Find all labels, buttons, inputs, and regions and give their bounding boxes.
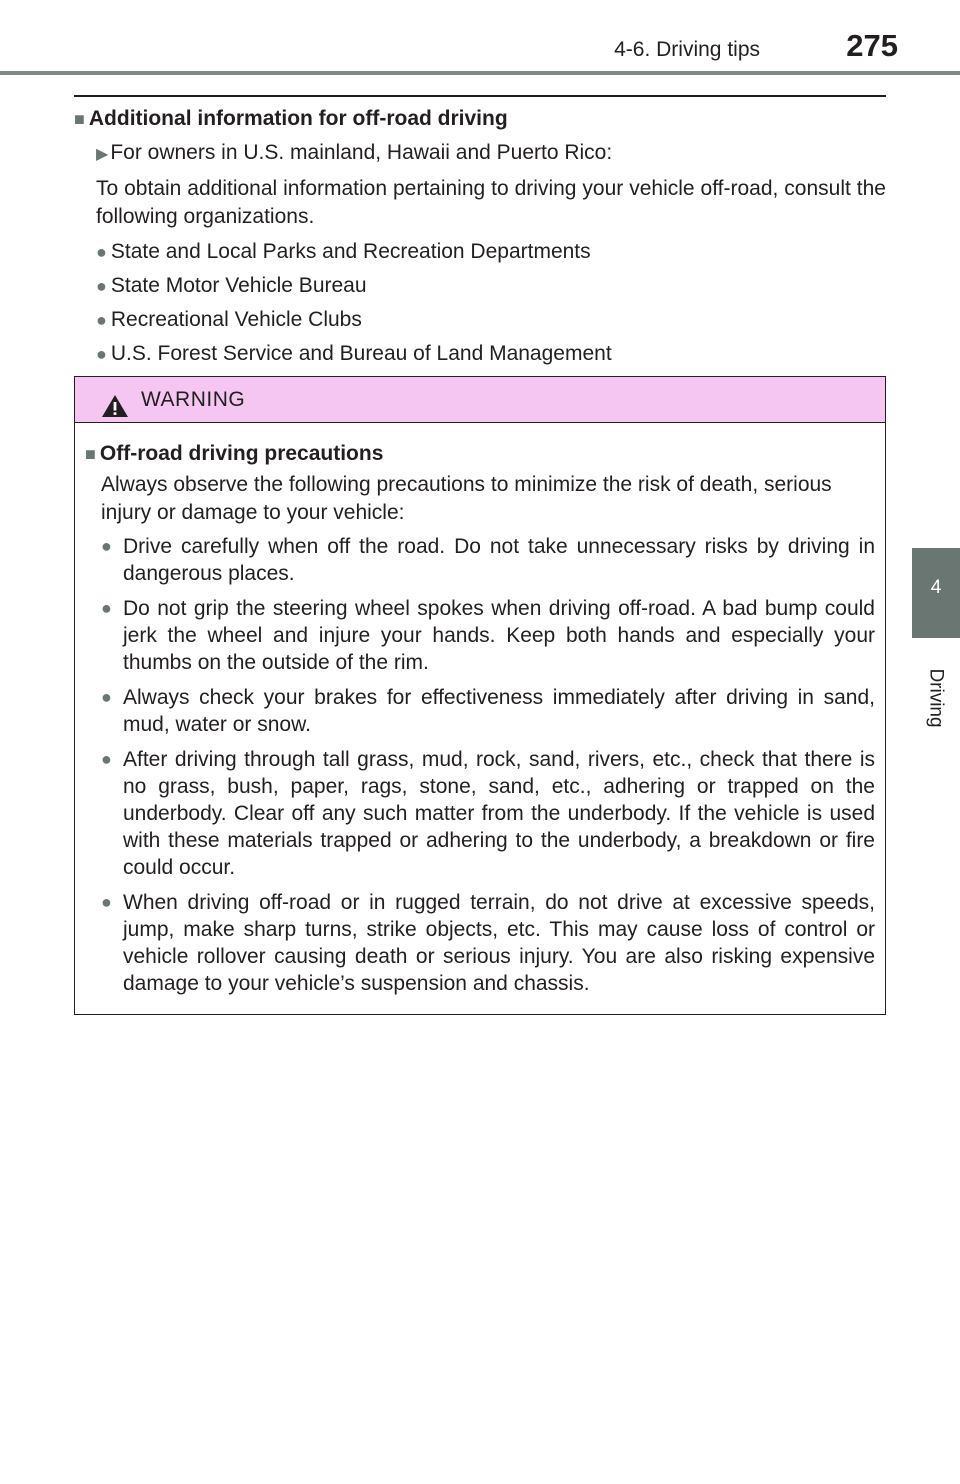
circle-bullet-icon: ● — [96, 310, 107, 330]
section-breadcrumb: 4-6. Driving tips — [614, 38, 760, 61]
section-subtitle — [74, 138, 886, 170]
list-item-text: Drive carefully when off the road. Do not take unnecessary risks by driving in dangerous places. — [123, 535, 875, 585]
chapter-label: Driving — [926, 668, 947, 728]
list-item-text: After driving through tall grass, mud, rock, sand, rivers, etc., check that there is no grass, bush, paper, rags, stone, sand, etc., adhering or trapped on the underbody. Clear off any such matter from the underbody. If the vehicle is used with these materials trapped or adhering to the underbody, a breakdown or fire could occur. — [123, 748, 875, 879]
section-title: Additional information for off-road driving — [88, 107, 508, 130]
square-bullet-icon: ■ — [74, 109, 85, 129]
page-number: 275 — [846, 28, 898, 63]
list-item — [85, 595, 875, 676]
circle-bullet-icon: ● — [101, 892, 112, 912]
page-header — [0, 0, 960, 80]
organization-list — [74, 235, 886, 371]
list-item — [74, 303, 886, 337]
section-heading — [74, 104, 886, 134]
list-item-text: U.S. Forest Service and Bureau of Land Management — [110, 342, 612, 365]
list-item-text: Recreational Vehicle Clubs — [110, 308, 362, 331]
list-item — [85, 746, 875, 881]
main-content — [74, 104, 886, 371]
warning-title: Off-road driving precautions — [99, 442, 384, 465]
header-rule — [0, 71, 960, 75]
chapter-number: 4 — [930, 577, 942, 598]
warning-triangle-icon — [101, 389, 129, 434]
list-item-text: Do not grip the steering wheel spokes when driving off-road. A bad bump could jerk the wheel and injure your hands. Keep both hands and especially your thumbs on the outside of the rim. — [123, 597, 875, 674]
triangle-right-icon: ▶ — [96, 146, 109, 163]
warning-label: WARNING — [141, 388, 246, 411]
list-item-text: Always check your brakes for effectiveness immediately after driving in sand, mud, water or snow. — [123, 686, 875, 736]
circle-bullet-icon: ● — [101, 687, 112, 707]
circle-bullet-icon: ● — [96, 242, 107, 262]
list-item — [74, 235, 886, 269]
circle-bullet-icon: ● — [101, 749, 112, 769]
square-bullet-icon: ■ — [85, 444, 96, 464]
warning-body — [75, 423, 885, 997]
list-item — [85, 889, 875, 997]
chapter-tab[interactable] — [912, 548, 960, 638]
section-subtitle-text: For owners in U.S. mainland, Hawaii and Puerto Rico: — [110, 141, 613, 164]
list-item-text: State and Local Parks and Recreation Departments — [110, 240, 591, 263]
warning-box — [74, 376, 886, 1015]
warning-subheading — [85, 439, 875, 469]
circle-bullet-icon: ● — [101, 598, 112, 618]
circle-bullet-icon: ● — [96, 276, 107, 296]
section-divider — [74, 95, 886, 97]
list-item-text: When driving off-road or in rugged terrain, do not drive at excessive speeds, jump, make sharp turns, strike objects, etc. This may cause loss of control or vehicle rollover causing death or serious injury. You are also risking expensive damage to your vehicle’s suspension and chassis. — [123, 891, 875, 995]
precaution-list — [85, 533, 875, 997]
chapter-side-label — [914, 648, 958, 748]
list-item — [85, 533, 875, 587]
list-item — [74, 337, 886, 371]
warning-header — [75, 377, 885, 423]
list-item-text: State Motor Vehicle Bureau — [110, 274, 367, 297]
list-item — [85, 684, 875, 738]
section-intro: To obtain additional information pertaining to driving your vehicle off-road, consult the following organizations. — [96, 177, 886, 228]
list-item — [74, 269, 886, 303]
circle-bullet-icon: ● — [96, 344, 107, 364]
circle-bullet-icon: ● — [101, 536, 112, 556]
warning-intro: Always observe the following precautions to minimize the risk of death, serious injury or damage to your vehicle: — [101, 473, 832, 524]
